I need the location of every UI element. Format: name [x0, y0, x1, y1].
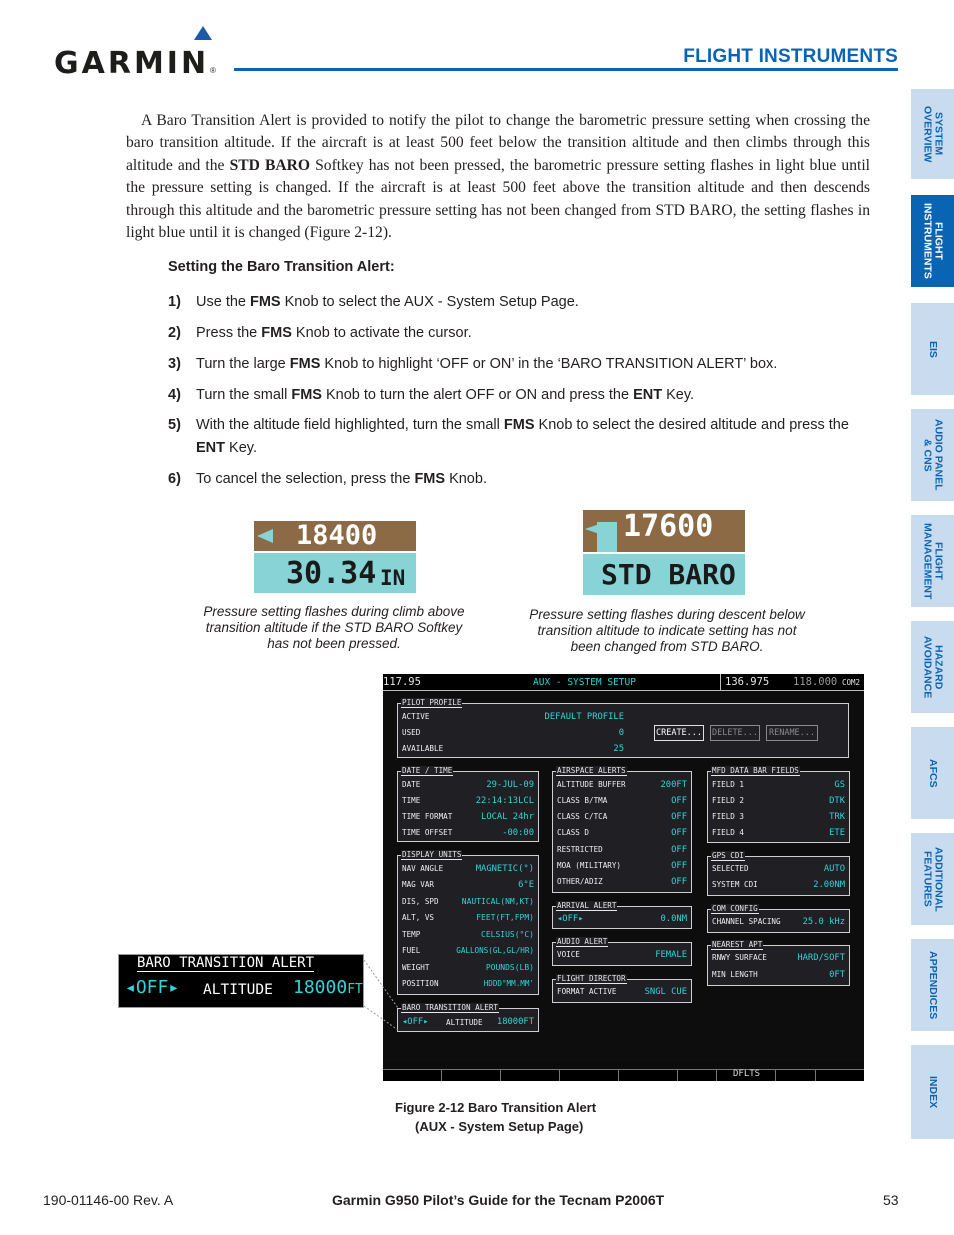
tab-label: EIS — [927, 340, 939, 358]
restricted-row — [557, 844, 687, 856]
step-text-part: Knob to select the desired altitude and press the — [534, 417, 849, 433]
baro-alert-state[interactable]: ◂OFF▸ — [402, 1017, 429, 1027]
garmin-logo — [54, 26, 224, 81]
fuel-row — [402, 945, 534, 957]
row-value[interactable]: 0FT — [829, 970, 845, 980]
step-text — [196, 353, 870, 376]
mag-var-row — [402, 879, 534, 891]
time-format-row — [402, 811, 534, 823]
step-1 — [168, 291, 870, 314]
figure-caption-line1: Figure 2-12 Baro Transition Alert — [395, 1100, 597, 1115]
row-label: VOICE — [557, 950, 580, 959]
row-value[interactable]: -00:00 — [502, 828, 534, 838]
panel-title: BARO TRANSITION ALERT — [402, 1003, 499, 1012]
row-value: 0 — [618, 728, 624, 738]
paragraph-bold: STD BARO — [229, 156, 311, 174]
altitude-tape-marker — [597, 522, 617, 552]
com1-frequency: 117.95 — [383, 676, 421, 688]
tab-eis[interactable] — [911, 303, 954, 395]
altitude-pointer-icon — [257, 529, 273, 543]
row-value[interactable]: MAGNETIC(°) — [475, 864, 534, 874]
step-text-part: With the altitude field highlighted, turn the small — [196, 417, 504, 433]
state-value: OFF — [407, 1017, 424, 1027]
row-value[interactable]: GS — [834, 780, 845, 790]
row-label: CLASS B/TMA — [557, 796, 608, 805]
step-key: ENT — [196, 440, 225, 456]
row-label: TIME OFFSET — [402, 828, 453, 837]
tab-label: SYSTEM OVERVIEW — [921, 105, 945, 163]
step-key: FMS — [291, 387, 322, 403]
figure-caption-line2: (AUX - System Setup Page) — [415, 1119, 584, 1134]
page-title: AUX - SYSTEM SETUP — [533, 677, 636, 688]
callout-state: ◂OFF▸ — [125, 977, 180, 998]
panel-title: GPS CDI — [712, 851, 745, 860]
gps-cdi-panel — [707, 851, 850, 896]
state-value: OFF — [562, 914, 579, 924]
step-text-part: Key. — [662, 387, 695, 403]
row-label: ALT, VS — [402, 913, 435, 922]
other-adiz-row — [557, 876, 687, 888]
row-label: FIELD 1 — [712, 780, 745, 789]
row-value: 29-JUL-09 — [486, 780, 534, 790]
row-value[interactable]: OFF — [671, 877, 687, 887]
profile-row-used — [402, 727, 624, 739]
row-label: MOA (MILITARY) — [557, 861, 622, 870]
tab-system-overview[interactable] — [911, 89, 954, 179]
panel-title: PILOT PROFILE — [402, 698, 462, 707]
airspace-alerts-panel — [552, 766, 692, 893]
step-4 — [168, 384, 870, 407]
altitude-value[interactable]: 18000FT — [496, 1017, 534, 1027]
format-active-row — [557, 986, 687, 998]
row-value[interactable]: AUTO — [823, 864, 845, 874]
class-d-row — [557, 827, 687, 839]
step-text-part: To cancel the selection, press the — [196, 471, 415, 487]
step-text — [196, 322, 870, 345]
channel-spacing-row — [712, 916, 845, 928]
altitude-unit: FT — [347, 982, 363, 997]
date-row — [402, 779, 534, 791]
com2-standby: 118.000 — [793, 676, 838, 688]
tab-label: INDEX — [927, 1075, 939, 1109]
step-key: FMS — [261, 325, 292, 341]
aux-system-setup-screen — [383, 674, 864, 1081]
footer-doc-number: 190-01146-00 Rev. A — [43, 1192, 174, 1208]
tab-afcs[interactable] — [911, 727, 954, 819]
row-value[interactable]: DTK — [829, 796, 845, 806]
step-text-part: Press the — [196, 325, 262, 341]
date-time-panel — [397, 766, 539, 842]
moa-row — [557, 860, 687, 872]
step-text — [196, 291, 870, 314]
row-value[interactable]: FEMALE — [655, 950, 687, 960]
tab-label: AUDIO PANEL & CNS — [921, 419, 945, 491]
row-label: ACTIVE — [402, 712, 430, 721]
row-label: NAV ANGLE — [402, 864, 444, 873]
step-key: FMS — [503, 417, 535, 433]
row-label: MAG VAR — [402, 880, 435, 889]
class-c-row — [557, 811, 687, 823]
row-value[interactable]: LOCAL 24hr — [481, 812, 534, 822]
com2-active: 136.975 — [725, 676, 770, 688]
row-value[interactable]: FEET(FT,FPM) — [476, 913, 534, 922]
profile-row-active — [402, 711, 624, 723]
altitude-number: 18000 — [293, 977, 348, 998]
softkey-bar — [383, 1069, 864, 1081]
dis-spd-row — [402, 896, 534, 908]
step-key: ENT — [633, 387, 663, 403]
row-label: ALTITUDE BUFFER — [557, 780, 626, 789]
row-label: FUEL — [402, 946, 421, 955]
step-text-part: Use the — [196, 294, 250, 310]
baro-transition-alert-panel — [397, 1003, 539, 1032]
system-cdi-row — [712, 879, 845, 891]
tab-appendices[interactable] — [911, 939, 954, 1031]
row-label: TIME FORMAT — [402, 812, 453, 821]
intro-paragraph — [126, 110, 870, 244]
row-label: CLASS C/TCA — [557, 812, 608, 821]
panel-title: COM CONFIG — [712, 904, 758, 913]
step-6 — [168, 468, 870, 491]
step-text-part: Turn the small — [196, 387, 292, 403]
figure-caption — [395, 1098, 596, 1136]
baro-transition-alert-callout — [118, 954, 364, 1008]
field-4-row — [712, 827, 845, 839]
logo-registered: ® — [210, 66, 216, 75]
field-3-row — [712, 811, 845, 823]
tab-flight-instruments[interactable] — [911, 195, 954, 287]
panel-title: NEAREST APT — [712, 940, 763, 949]
row-label: RESTRICTED — [557, 845, 603, 854]
voice-row — [557, 949, 687, 961]
step-key: FMS — [289, 356, 321, 372]
tab-index[interactable] — [911, 1045, 954, 1139]
tab-label: FLIGHT INSTRUMENTS — [921, 203, 945, 279]
selected-row — [712, 863, 845, 875]
row-label: RNWY SURFACE — [712, 953, 767, 962]
profile-row-available — [402, 743, 624, 755]
row-label: SELECTED — [712, 864, 749, 873]
step-text — [196, 384, 870, 407]
row-value: 2.00NM — [813, 880, 845, 890]
panel-title: DATE / TIME — [402, 766, 453, 775]
callout-altitude-label: ALTITUDE — [203, 982, 273, 998]
step-number: 4) — [168, 387, 181, 403]
step-text — [196, 468, 870, 491]
climb-baro-image — [254, 521, 416, 595]
panel-title: MFD DATA BAR FIELDS — [712, 766, 799, 775]
tab-flight-management[interactable] — [911, 515, 954, 607]
tab-label: FLIGHT MANAGEMENT — [921, 522, 945, 600]
row-value[interactable]: TRK — [829, 812, 845, 822]
row-label: POSITION — [402, 979, 439, 988]
row-label: MIN LENGTH — [712, 970, 758, 979]
row-label: OTHER/ADIZ — [557, 877, 603, 886]
arrival-alert-state[interactable]: ◂OFF▸ — [557, 914, 584, 924]
tab-label: AFCS — [927, 758, 939, 788]
row-value[interactable]: HDDD°MM.MM' — [483, 979, 534, 988]
tab-audio-panel-cns[interactable] — [911, 409, 954, 501]
step-text-part: Knob to activate the cursor. — [291, 325, 472, 341]
min-length-row — [712, 969, 845, 981]
row-value[interactable]: DEFAULT PROFILE — [544, 712, 624, 722]
climb-caption: Pressure setting flashes during climb above transition altitude if the STD BARO Softkey has not been pressed. — [203, 604, 465, 651]
dflts-softkey[interactable]: DFLTS — [733, 1069, 761, 1079]
row-value[interactable]: NAUTICAL(NM,KT) — [461, 897, 534, 906]
panel-title: AUDIO ALERT — [557, 937, 608, 946]
callout-title: BARO TRANSITION ALERT — [137, 955, 315, 971]
step-number: 1) — [168, 294, 181, 310]
descent-baro-image — [583, 510, 745, 595]
create-profile-button[interactable]: CREATE... — [654, 725, 704, 741]
row-value[interactable]: OFF — [671, 796, 687, 806]
tab-label: HAZARD AVOIDANCE — [921, 635, 945, 699]
altitude-buffer-row — [557, 779, 687, 791]
tab-label: ADDITIONAL FEATURES — [921, 846, 945, 912]
mfd-data-bar-panel — [707, 766, 850, 843]
pilot-profile-panel — [397, 698, 849, 758]
row-value: 22:14:13LCL — [475, 796, 534, 806]
footer-title: Garmin G950 Pilot’s Guide for the Tecnam P2006T — [332, 1192, 665, 1208]
tab-label: APPENDICES — [927, 950, 939, 1020]
logo-triangle-icon — [194, 26, 212, 40]
altitude-label: ALTITUDE — [446, 1018, 483, 1027]
row-label: USED — [402, 728, 421, 737]
row-value[interactable]: POUNDS(LB) — [485, 963, 534, 972]
step-text-part: Knob to select the AUX - System Setup Page. — [280, 294, 579, 310]
step-text-part: Knob. — [445, 471, 487, 487]
paragraph-text-b: Softkey has not been pressed, the barometric pressure setting flashes in light blue until the pressure setting is changed. If the aircraft is at least 500 feet above the transition altitude and then descends through this altitude and the barometric pressure setting has not been changed from STD BARO, the setting flashes in light blue until it is changed (Figure 2-12). — [126, 156, 870, 242]
com2-label: COM2 — [842, 678, 861, 687]
row-value[interactable]: 25.0 kHz — [802, 917, 845, 927]
row-value: 6°E — [518, 880, 534, 890]
time-row — [402, 795, 534, 807]
row-value[interactable]: OFF — [671, 861, 687, 871]
header-rule — [234, 68, 898, 71]
row-label: FORMAT ACTIVE — [557, 987, 617, 996]
row-value[interactable]: CELSIUS(°C) — [481, 930, 534, 939]
step-number: 6) — [168, 471, 181, 487]
panel-title: DISPLAY UNITS — [402, 850, 462, 859]
panel-title: AIRSPACE ALERTS — [557, 766, 626, 775]
baro-unit: IN — [380, 566, 406, 590]
procedure-heading: Setting the Baro Transition Alert: — [168, 259, 395, 275]
row-label: TIME — [402, 796, 421, 805]
step-text-part: Knob to turn the alert OFF or ON and press the — [321, 387, 634, 403]
rename-profile-button[interactable]: RENAME... — [766, 725, 818, 741]
row-label: DATE — [402, 780, 421, 789]
descent-caption: Pressure setting flashes during descent below transition altitude to indicate setting has not been changed from STD BARO. — [529, 607, 805, 654]
top-bar — [383, 674, 864, 691]
row-value[interactable]: ETE — [829, 828, 845, 838]
arrival-alert-panel — [552, 901, 692, 929]
step-5 — [168, 414, 870, 460]
step-text-part: Key. — [225, 440, 257, 456]
field-2-row — [712, 795, 845, 807]
arrival-alert-distance[interactable]: 0.0NM — [660, 914, 687, 924]
step-number: 2) — [168, 325, 181, 341]
altitude-readout: 18400 — [296, 520, 378, 551]
row-label: FIELD 4 — [712, 828, 745, 837]
row-value[interactable]: GALLONS(GL,GL/HR) — [456, 946, 534, 955]
panel-title: FLIGHT DIRECTOR — [557, 974, 626, 983]
row-label: AVAILABLE — [402, 744, 444, 753]
com-config-panel — [707, 904, 850, 933]
row-label: CLASS D — [557, 828, 590, 837]
state-value: OFF — [135, 977, 169, 998]
step-3 — [168, 353, 870, 376]
step-key: FMS — [250, 294, 281, 310]
logo-text: GARMIN — [54, 46, 210, 81]
baro-readout: 30.34 — [286, 556, 377, 591]
class-b-row — [557, 795, 687, 807]
row-label: TEMP — [402, 930, 421, 939]
nav-angle-row — [402, 863, 534, 875]
flight-director-panel — [552, 974, 692, 1003]
rnwy-surface-row — [712, 952, 845, 964]
delete-profile-button[interactable]: DELETE... — [710, 725, 760, 741]
temp-row — [402, 929, 534, 941]
tab-hazard-avoidance[interactable] — [911, 621, 954, 713]
section-title: FLIGHT INSTRUMENTS — [683, 46, 898, 67]
callout-altitude-value — [293, 977, 363, 1001]
row-label: FIELD 3 — [712, 812, 745, 821]
screen-body — [383, 692, 864, 1062]
row-label: FIELD 2 — [712, 796, 745, 805]
step-text-part: Knob to highlight ‘OFF or ON’ in the ‘BARO TRANSITION ALERT’ box. — [320, 356, 778, 372]
tab-additional-features[interactable] — [911, 833, 954, 925]
row-value[interactable]: SNGL CUE — [644, 987, 687, 997]
step-key: FMS — [414, 471, 446, 487]
row-label: CHANNEL SPACING — [712, 917, 781, 926]
step-number: 5) — [168, 417, 181, 433]
altitude-readout: 17600 — [623, 509, 714, 544]
step-text-part: Turn the large — [196, 356, 290, 372]
nearest-apt-panel — [707, 940, 850, 986]
panel-title: ARRIVAL ALERT — [557, 901, 617, 910]
row-label: SYSTEM CDI — [712, 880, 758, 889]
row-value[interactable]: OFF — [671, 845, 687, 855]
audio-alert-panel — [552, 937, 692, 966]
time-offset-row — [402, 827, 534, 839]
alt-vs-row — [402, 912, 534, 924]
field-1-row — [712, 779, 845, 791]
display-units-panel — [397, 850, 539, 995]
step-2 — [168, 322, 870, 345]
row-value[interactable]: HARD/SOFT — [797, 953, 845, 963]
row-label: DIS, SPD — [402, 897, 439, 906]
row-label: WEIGHT — [402, 963, 430, 972]
page-number: 53 — [883, 1192, 899, 1208]
step-number: 3) — [168, 356, 181, 372]
position-row — [402, 978, 534, 990]
row-value[interactable]: OFF — [671, 812, 687, 822]
row-value: 25 — [613, 744, 624, 754]
row-value[interactable]: 200FT — [660, 780, 687, 790]
paragraph-text-a: A Baro Transition Alert is provided to notify the pilot to change the barometric pressure setting when crossing the baro transition altitude. If the aircraft is at least 500 feet below the transition altitude and then climbs through this altitude and the — [126, 112, 870, 174]
baro-readout: STD BARO — [601, 558, 736, 591]
weight-row — [402, 962, 534, 974]
row-value[interactable]: OFF — [671, 828, 687, 838]
step-text — [196, 414, 870, 460]
